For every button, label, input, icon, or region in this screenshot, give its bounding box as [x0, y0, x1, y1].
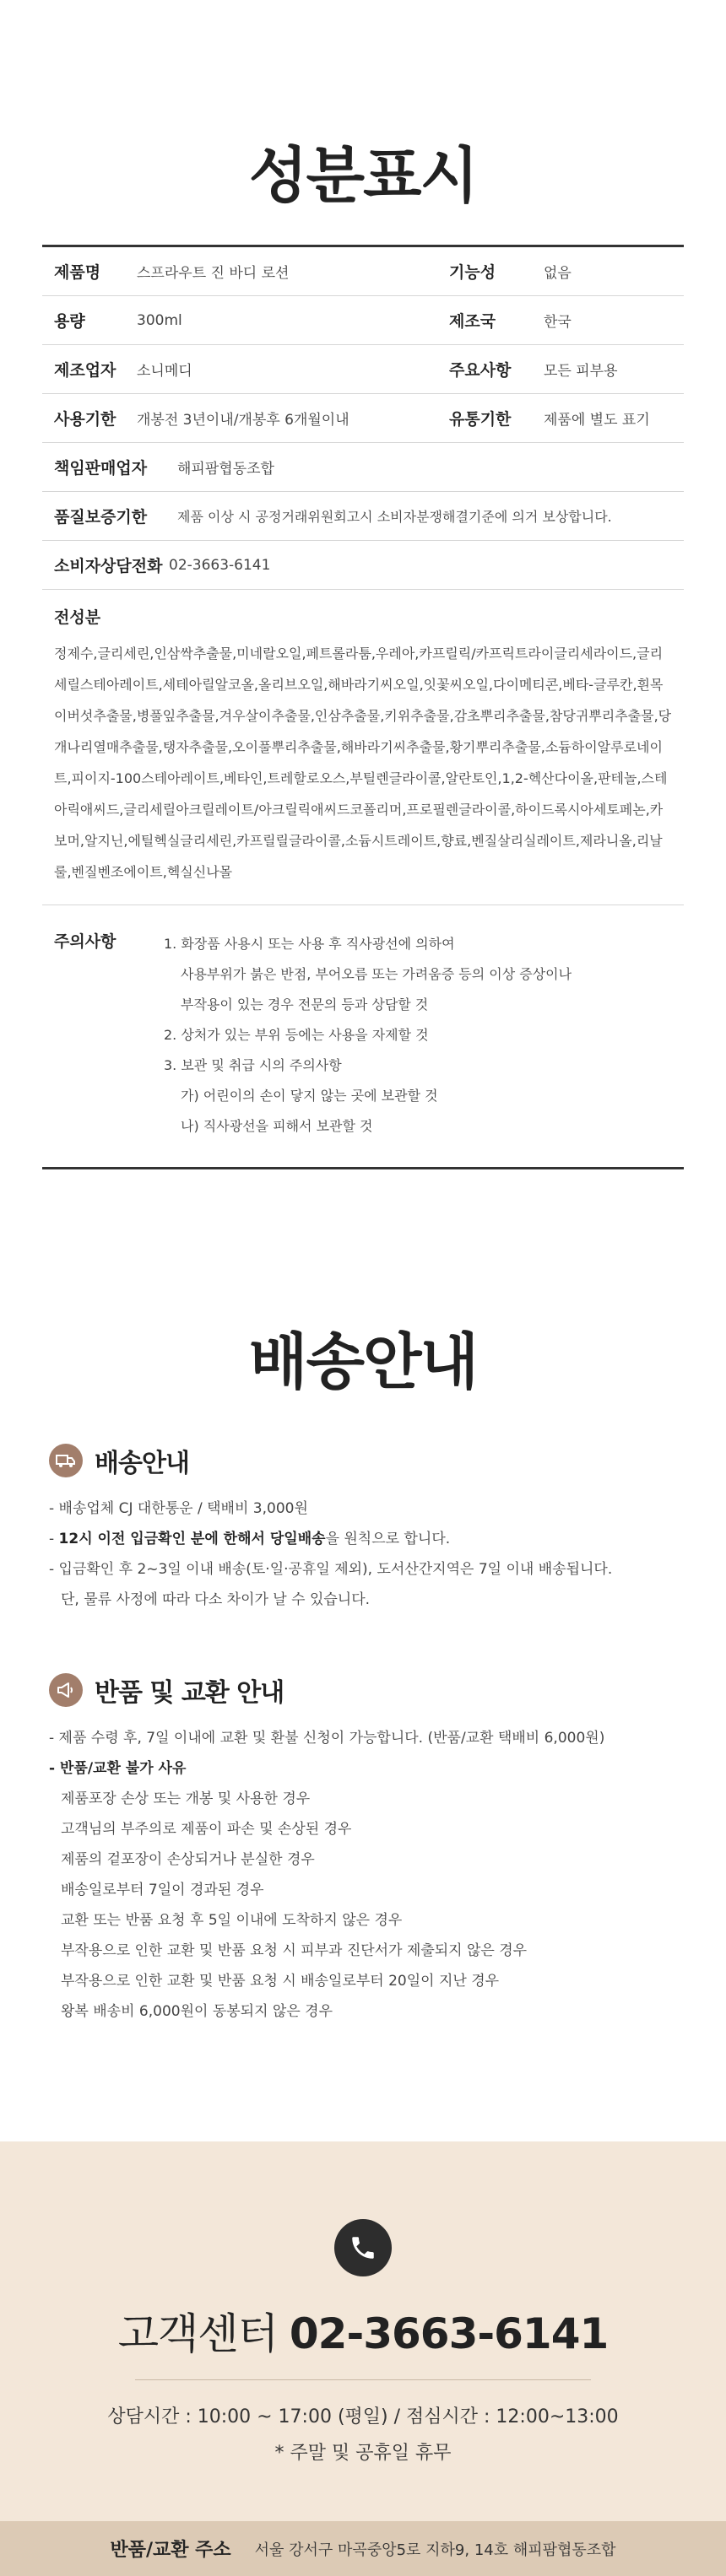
return-reason: 배송일로부터 7일이 경과된 경우 [61, 1882, 264, 1898]
caution-block [42, 905, 684, 1167]
return-reason: 왕복 배송비 6,000원이 동봉되지 않은 경우 [61, 2003, 333, 2020]
full-ingredients-text: 정제수,글리세린,인삼싹추출물,미네랄오일,페트롤라툼,우레아,카프릴릭/카프릭트라이글리세라이드,글리세릴스테아레이트,세테아릴알코올,올리브오일,해바라기씨오일,잇꽃씨오일,다이메티콘,베타-글루칸,흰목이버섯추출물,병풀잎추출물,겨우살이추출물,인삼추출물,키위추출물,감초뿌리추출물,참당귀뿌리추출물,당개나리열매추출물,탱자추출물,오이풀뿌리추출물,해바라기씨추출물,황기뿌리추출물,소듐하이알루로네이트,피이지-100스테아레이트,베타인,트레할로오스,부틸렌글라이콜,알란토인,1,2-헥산다이올,판테놀,스테아릭애씨드,글리세릴아크릴레이트/아크릴릭애씨드코폴리머,프로필렌글라이콜,하이드록시아세토페논,카보머,알지닌,에틸헥실글리세린,카프릴릴글라이콜,소듐시트레이트,향료,벤질살리실레이트,제라니올,리날룰,벤질벤조에이트,헥실신나몰 [54, 645, 672, 880]
shipping-line: 단, 물류 사정에 따라 다소 차이가 날 수 있습니다. [61, 1591, 371, 1608]
manufacturer-value: 소니메디 [137, 363, 192, 380]
product-name-value: 스프라우트 진 바디 로션 [137, 265, 290, 282]
country-label: 제조국 [449, 312, 496, 331]
function-value: 없음 [544, 265, 572, 282]
shipping-line: - 입금확인 후 2~3일 이내 배송(토·일·공휴일 제외), 도서산간지역은 7일 이내 배송됩니다. [49, 1561, 613, 1578]
returns-reason-label [49, 1753, 726, 1784]
return-address-value: 서울 강서구 마곡중앙5로 지하9, 14호 해피팜협동조합 [254, 2541, 616, 2559]
caution-item: 사용부위가 붉은 반점, 부어오름 또는 가려움증 등의 이상 증상이나 [181, 966, 572, 982]
table-row [42, 247, 684, 296]
megaphone-icon [49, 1673, 83, 1707]
return-reason: 부작용으로 인한 교환 및 반품 요청 시 피부과 진단서가 제출되지 않은 경우 [61, 1942, 528, 1959]
caution-item: 3. 보관 및 취급 시의 주의사항 [164, 1057, 342, 1073]
delivery-title: 배송안내 [248, 1326, 478, 1397]
return-reason: 부작용으로 인한 교환 및 반품 요청 시 배송일로부터 20일이 지난 경우 [61, 1973, 500, 1990]
return-address-bar [0, 2521, 726, 2576]
table-row [42, 345, 684, 394]
country-value: 한국 [544, 314, 572, 331]
return-reason: 고객님의 부주의로 제품이 파손 및 손상된 경우 [61, 1821, 352, 1838]
customer-center-note: * 주말 및 공휴일 휴무 [274, 2443, 452, 2464]
seller-label: 책임판매업자 [54, 459, 148, 478]
truck-icon [49, 1444, 83, 1477]
returns-details [49, 1723, 726, 2027]
expiry-label: 유통기한 [449, 410, 512, 429]
returns-heading [49, 1669, 726, 1711]
table-row [42, 492, 684, 541]
quality-label: 품질보증기한 [54, 508, 148, 527]
ingredients-title: 성분표시 [248, 140, 478, 211]
shipping-line: - 배송업체 CJ 대한통운 / 택배비 3,000원 [49, 1500, 308, 1517]
customer-center-label: 고객센터 [117, 2309, 278, 2358]
caution-item: 가) 어린이의 손이 닿지 않는 곳에 보관할 것 [181, 1088, 438, 1104]
table-row [42, 541, 684, 590]
customer-center-hours: 상담시간 : 10:00 ~ 17:00 (평일) / 점심시간 : 12:00~13:00 [107, 2406, 619, 2427]
table-row [42, 296, 684, 345]
function-label: 기능성 [449, 263, 496, 282]
seller-value: 해피팜협동조합 [177, 461, 274, 478]
product-name-label: 제품명 [54, 263, 101, 282]
shipping-line [49, 1524, 726, 1554]
main-use-label: 주요사항 [449, 361, 512, 380]
table-row [42, 394, 684, 443]
customer-center-line [0, 2300, 726, 2361]
manufacturer-label: 제조업자 [54, 361, 116, 380]
quality-value: 제품 이상 시 공정거래위원회고시 소비자분쟁해결기준에 의거 보상합니다. [177, 509, 612, 525]
consumer-value: 02-3663-6141 [169, 556, 271, 574]
period-value: 개봉전 3년이내/개봉후 6개월이내 [137, 412, 349, 429]
returns-line: - 제품 수령 후, 7일 이내에 교환 및 환불 신청이 가능합니다. (반품/교환 택배비 6,000원) [49, 1730, 605, 1747]
shipping-heading-text: 배송안내 [95, 1449, 189, 1478]
divider [135, 2379, 591, 2380]
same-day-note: 12시 이전 입금확인 분에 한해서 당일배송 [58, 1531, 326, 1547]
period-label: 사용기한 [54, 410, 116, 429]
table-row [42, 443, 684, 492]
shipping-heading [49, 1439, 726, 1482]
caution-item: 부작용이 있는 경우 전문의 등과 상담할 것 [181, 996, 429, 1013]
full-ingredients-label: 전성분 [54, 608, 101, 627]
customer-center [0, 2141, 726, 2521]
main-use-value: 모든 피부용 [544, 363, 618, 380]
return-reason: 제품포장 손상 또는 개봉 및 사용한 경우 [61, 1790, 311, 1807]
phone-icon [334, 2219, 392, 2276]
returns-reason-label-text: - 반품/교환 불가 사유 [49, 1760, 187, 1777]
caution-item: 1. 화장품 사용시 또는 사용 후 직사광선에 의하여 [164, 936, 455, 952]
shipping-line-rest: 을 원칙으로 합니다. [325, 1531, 451, 1547]
return-address-label: 반품/교환 주소 [110, 2540, 231, 2561]
full-ingredients [42, 590, 684, 905]
capacity-label: 용량 [54, 312, 85, 331]
caution-item: 나) 직사광선을 피해서 보관할 것 [181, 1118, 373, 1134]
capacity-value: 300ml [137, 311, 182, 329]
caution-list [164, 929, 572, 1142]
return-reason: 제품의 겉포장이 손상되거나 분실한 경우 [61, 1851, 315, 1868]
caution-label: 주의사항 [54, 932, 116, 951]
caution-item: 2. 상처가 있는 부위 등에는 사용을 자제할 것 [164, 1027, 429, 1043]
shipping-line-prefix: - [49, 1531, 59, 1547]
return-reason: 교환 또는 반품 요청 후 5일 이내에 도착하지 않은 경우 [61, 1912, 403, 1929]
customer-center-phone[interactable]: 02-3663-6141 [289, 2309, 609, 2358]
returns-heading-text: 반품 및 교환 안내 [95, 1678, 284, 1708]
expiry-value: 제품에 별도 표기 [544, 412, 650, 429]
ingredients-table [42, 245, 684, 1169]
shipping-details [49, 1493, 726, 1615]
consumer-label: 소비자상담전화 [54, 557, 163, 575]
